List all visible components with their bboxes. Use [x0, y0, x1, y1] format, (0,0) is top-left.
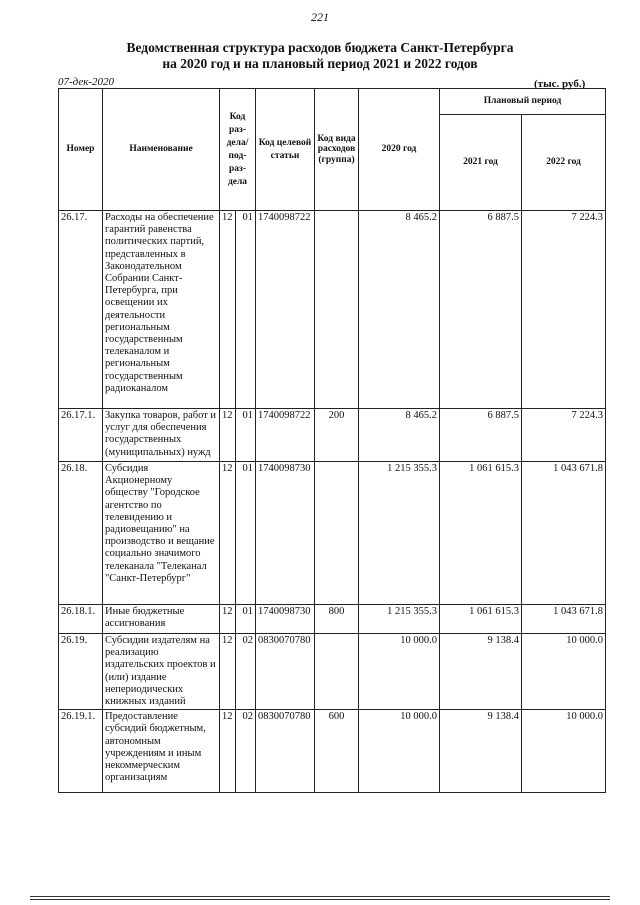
row-target: 1740098722: [256, 211, 315, 409]
row-subsection: 02: [236, 634, 256, 710]
row-2020: 8 465.2: [359, 409, 440, 462]
row-expense-type: 800: [315, 605, 359, 634]
row-number: 26.17.: [59, 211, 103, 409]
row-subsection: 01: [236, 211, 256, 409]
row-2021: 1 061 615.3: [440, 462, 522, 605]
row-target: 1740098730: [256, 605, 315, 634]
row-2020: 1 215 355.3: [359, 605, 440, 634]
row-section: 12: [220, 409, 236, 462]
row-subsection: 02: [236, 710, 256, 793]
table-row: [59, 634, 606, 710]
header-number: Номер: [59, 89, 103, 211]
row-number: 26.19.: [59, 634, 103, 710]
row-expense-type: [315, 211, 359, 409]
page-title: [0, 40, 640, 72]
row-target: 1740098722: [256, 409, 315, 462]
header-planned-period: Плановый период: [440, 89, 606, 115]
table-row: [59, 211, 606, 409]
header-target: Код целевой статьи: [256, 89, 315, 211]
header-expense-type: Код вида расходов (группа): [315, 89, 359, 211]
row-section: 12: [220, 211, 236, 409]
row-expense-type: 200: [315, 409, 359, 462]
row-expense-type: [315, 462, 359, 605]
row-subsection: 01: [236, 605, 256, 634]
row-number: 26.18.: [59, 462, 103, 605]
page-number: 221: [311, 10, 329, 24]
row-number: 26.19.1.: [59, 710, 103, 793]
row-subsection: 01: [236, 462, 256, 605]
table-row: [59, 462, 606, 605]
row-name: Субсидия Акционерному обществу "Городское агентство по телевидению и радиовещанию" на производство и вещание социально значимого телеканала "Телеканал "Санкт-Петербург": [103, 462, 220, 605]
row-number: 26.18.1.: [59, 605, 103, 634]
bottom-divider: [30, 896, 610, 897]
header-section: Код раз- дела/ под- раз- дела: [220, 89, 256, 211]
row-2022: 1 043 671.8: [522, 605, 606, 634]
row-target: 0830070780: [256, 634, 315, 710]
header-2022: 2022 год: [522, 115, 606, 211]
row-number: 26.17.1.: [59, 409, 103, 462]
row-2020: 8 465.2: [359, 211, 440, 409]
table-row: [59, 409, 606, 462]
units-label: (тыс. руб.): [534, 78, 586, 90]
row-expense-type: [315, 634, 359, 710]
row-2021: 9 138.4: [440, 634, 522, 710]
row-2020: 1 215 355.3: [359, 462, 440, 605]
row-2021: 6 887.5: [440, 211, 522, 409]
row-2022: 10 000.0: [522, 710, 606, 793]
row-subsection: 01: [236, 409, 256, 462]
row-section: 12: [220, 634, 236, 710]
row-2022: 7 224.3: [522, 211, 606, 409]
budget-table: [58, 88, 606, 793]
table-row: [59, 605, 606, 634]
row-expense-type: 600: [315, 710, 359, 793]
row-2021: 6 887.5: [440, 409, 522, 462]
table-row: [59, 710, 606, 793]
row-section: 12: [220, 605, 236, 634]
title-line-1: Ведомственная структура расходов бюджета Санкт-Петербурга: [126, 40, 514, 55]
header-name: Наименование: [103, 89, 220, 211]
row-name: Предоставление субсидий бюджетным, автономным учреждениям и иным некоммерческим организациям: [103, 710, 220, 793]
row-name: Закупка товаров, работ и услуг для обеспечения государственных (муниципальных) нужд: [103, 409, 220, 462]
row-name: Расходы на обеспечение гарантий равенства политических партий, представленных в Законодательном Собрании Санкт-Петербурга, при освещении их деятельности региональным государственным телеканалом и региональным государственным радиоканалом: [103, 211, 220, 409]
document-date: 07-дек-2020: [58, 76, 115, 88]
bottom-divider: [30, 899, 610, 900]
row-2022: 1 043 671.8: [522, 462, 606, 605]
row-2020: 10 000.0: [359, 634, 440, 710]
row-2020: 10 000.0: [359, 710, 440, 793]
row-section: 12: [220, 462, 236, 605]
row-target: 1740098730: [256, 462, 315, 605]
row-2022: 7 224.3: [522, 409, 606, 462]
row-section: 12: [220, 710, 236, 793]
title-line-2: на 2020 год и на плановый период 2021 и 2022 годов: [162, 56, 478, 71]
header-2020: 2020 год: [359, 89, 440, 211]
row-2021: 1 061 615.3: [440, 605, 522, 634]
row-name: Иные бюджетные ассигнования: [103, 605, 220, 634]
row-2021: 9 138.4: [440, 710, 522, 793]
header-2021: 2021 год: [440, 115, 522, 211]
row-target: 0830070780: [256, 710, 315, 793]
row-2022: 10 000.0: [522, 634, 606, 710]
row-name: Субсидии издателям на реализацию издательских проектов и (или) издание непериодических книжных изданий: [103, 634, 220, 710]
